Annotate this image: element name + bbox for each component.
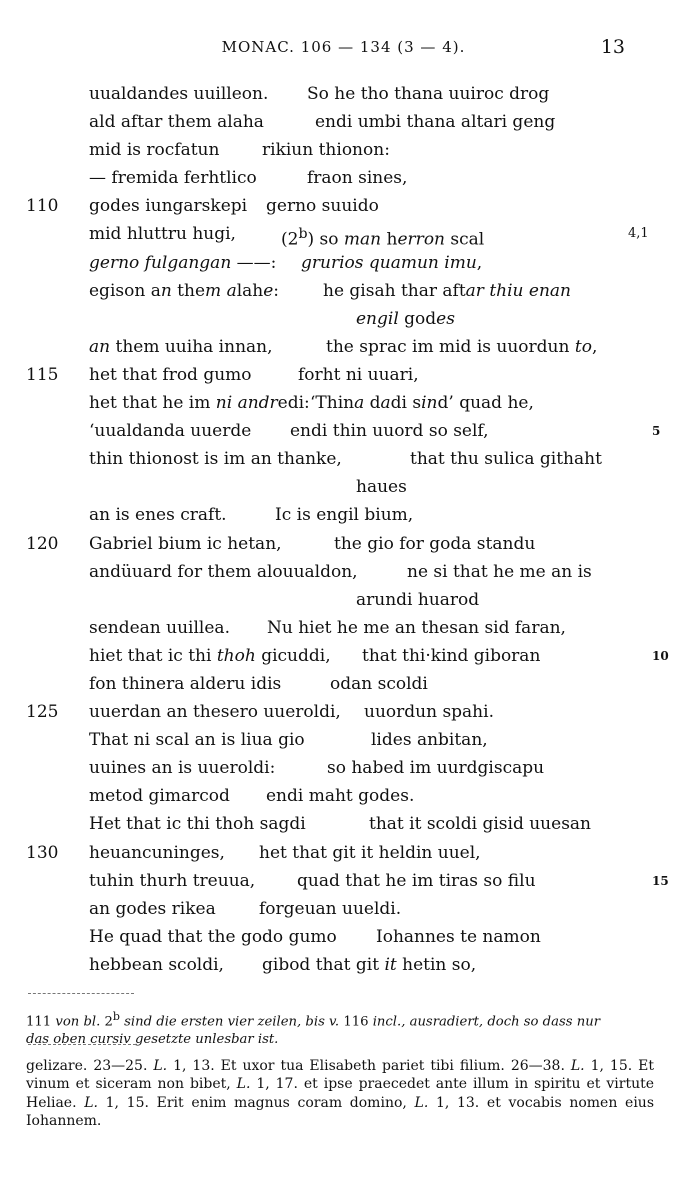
verse-line — [0, 698, 687, 726]
margin-reference: 5 — [652, 424, 661, 439]
b-verse: het that git it heldin uuel, — [259, 842, 481, 863]
a-verse: hebbean scoldi, — [89, 954, 224, 975]
b-verse: fraon sines, — [307, 168, 408, 189]
margin-reference: 4,1 — [628, 226, 649, 242]
a-verse: fon thinera alderu idis — [89, 673, 282, 694]
verse-line — [0, 810, 687, 838]
verse-line — [0, 642, 687, 670]
b-verse: quad that he im tiras so filu — [297, 870, 536, 891]
verse-line — [0, 923, 687, 951]
verse-line — [0, 501, 687, 529]
running-title: MONAC. 106 — 134 (3 — 4). — [221, 38, 466, 56]
a-verse: mid hluttru hugi, — [89, 224, 236, 245]
a-verse: That ni scal an is liua gio — [89, 730, 305, 751]
a-verse: uuines an is uueroldi: — [89, 758, 276, 779]
a-verse: hiet that ic thi thoh gicuddi, — [89, 645, 331, 666]
verse-line — [0, 389, 687, 417]
a-verse: an them uuiha innan, — [89, 336, 273, 357]
a-verse: godes iungarskepi — [89, 196, 248, 217]
b-verse: odan scoldi — [330, 673, 428, 694]
b-verse: the sprac im mid is uuordun to, — [326, 336, 598, 357]
verse-line — [0, 782, 687, 810]
a-verse: het that he im ni andredi: — [89, 393, 310, 414]
b-verse: gerno suuido — [266, 196, 379, 217]
page-header — [0, 36, 687, 58]
a-verse: ald aftar them alaha — [89, 112, 264, 133]
b-verse: endi umbi thana altari geng — [315, 112, 556, 133]
a-verse: mid is rocfatun — [89, 140, 220, 161]
b-verse: that thu sulica githaht — [410, 449, 602, 470]
verse-line — [0, 951, 687, 979]
verse-line — [0, 277, 687, 305]
verse-line — [0, 417, 687, 445]
note-separator-rule — [28, 993, 134, 994]
a-verse: uuerdan an thesero uueroldi, — [89, 702, 341, 723]
a-verse: uualdandes uuilleon. — [89, 84, 269, 104]
b-verse: endi maht godes. — [266, 786, 415, 807]
verse-line — [0, 305, 687, 333]
verse-line — [0, 839, 687, 867]
verse-line — [0, 136, 687, 164]
b-verse: the gio for goda standu — [334, 533, 536, 554]
commentary-separator-rule — [28, 1044, 136, 1045]
b-verse: he gisah thar aftar thiu enan — [323, 280, 571, 301]
b-verse: (2$^b$) so man herron scal — [281, 226, 485, 251]
verse-line — [0, 726, 687, 754]
verse-line — [0, 445, 687, 473]
a-verse: heuancuninges, — [89, 842, 225, 863]
line-number: 130 — [26, 842, 59, 863]
a-verse: het that frod gumo — [89, 364, 252, 385]
a-verse: ‘uualdanda uuerde — [89, 421, 252, 442]
b-verse: So he tho thana uuiroc drog — [307, 84, 550, 104]
a-verse: an godes rikea — [89, 898, 216, 919]
a-verse: metod gimarcod — [89, 786, 230, 807]
b-verse: Ic is engil bium, — [275, 505, 414, 526]
a-verse: sendean uuillea. — [89, 617, 230, 638]
verse-line — [0, 754, 687, 782]
verse-line — [0, 614, 687, 642]
verse-line — [0, 530, 687, 558]
b-verse: so habed im uurdgiscapu — [327, 758, 545, 779]
verse-line — [0, 80, 687, 108]
verse-line — [0, 867, 687, 895]
b-verse: ‘Thina dadi sind’ quad he, — [310, 393, 534, 414]
line-number: 110 — [26, 196, 59, 217]
verse-line — [0, 586, 687, 614]
b-verse: endi thin uuord so self, — [290, 421, 489, 442]
verse-block — [0, 80, 687, 979]
b-verse: Nu hiet he me an thesan sid faran, — [267, 617, 566, 638]
a-verse: tuhin thurh treuua, — [89, 870, 256, 891]
b-verse: Iohannes te namon — [376, 926, 541, 947]
margin-reference: 15 — [652, 873, 669, 888]
b-verse: grurios quamun imu, — [301, 252, 483, 273]
b-verse: gibod that git it hetin so, — [262, 954, 477, 975]
a-verse: thin thionost is im an thanke, — [89, 449, 342, 470]
a-verse: He quad that the godo gumo — [89, 926, 337, 947]
b-verse: rikiun thionon: — [262, 140, 390, 161]
page-number: 13 — [600, 36, 625, 58]
b-verse: ne si that he me an is — [407, 561, 592, 582]
verse-line — [0, 192, 687, 220]
a-verse: andüuard for them alouualdon, — [89, 561, 358, 582]
verse-line — [0, 220, 687, 251]
margin-reference: 10 — [652, 648, 669, 663]
verse-continuation: haues — [356, 477, 407, 498]
a-verse: egison an them alahe: — [89, 280, 280, 301]
line-number: 120 — [26, 533, 59, 554]
verse-line — [0, 473, 687, 501]
b-verse: forgeuan uueldi. — [259, 898, 402, 919]
a-verse: Gabriel bium ic hetan, — [89, 533, 282, 554]
verse-line — [0, 670, 687, 698]
verse-line — [0, 558, 687, 586]
verse-continuation: arundi huarod — [356, 589, 480, 610]
verse-line — [0, 895, 687, 923]
verse-line — [0, 108, 687, 136]
verse-continuation: engil godes — [356, 308, 455, 329]
a-verse: gerno fulgangan ——: — [89, 252, 277, 273]
line-number: 125 — [26, 702, 59, 723]
b-verse: that thi·kind giboran — [362, 645, 541, 666]
b-verse: forht ni uuari, — [298, 364, 419, 385]
a-verse: an is enes craft. — [89, 505, 227, 526]
verse-line — [0, 164, 687, 192]
textual-note: 111 von bl. 2$^b$ sind die ersten vier zeilen, bis v. 116 incl., ausradiert, doch so dass nur das oben cursiv gesetzte unlesbar ist. — [26, 1010, 600, 1048]
b-verse: that it scoldi gisid uuesan — [369, 814, 591, 835]
b-verse: lides anbitan, — [371, 730, 488, 751]
a-verse: Het that ic thi thoh sagdi — [89, 814, 306, 835]
commentary: gelizare. 23—25. L. 1, 13. Et uxor tua Elisabeth pariet tibi filium. 26—38. L. 1, 15. Et vinum et siceram non bibet, L. 1, 17. et ipse praecedet ante illum in spiritu et virtute Heliae. L. 1, 15. Erit enim magnus coram domino, L. 1, 13. et vocabis nomen eius Iohannem. — [26, 1058, 655, 1130]
a-verse: — fremida ferhtlico — [89, 168, 257, 189]
verse-line — [0, 361, 687, 389]
line-number: 115 — [26, 364, 59, 385]
verse-line — [0, 333, 687, 361]
b-verse: uuordun spahi. — [364, 702, 494, 723]
verse-line — [0, 249, 687, 277]
